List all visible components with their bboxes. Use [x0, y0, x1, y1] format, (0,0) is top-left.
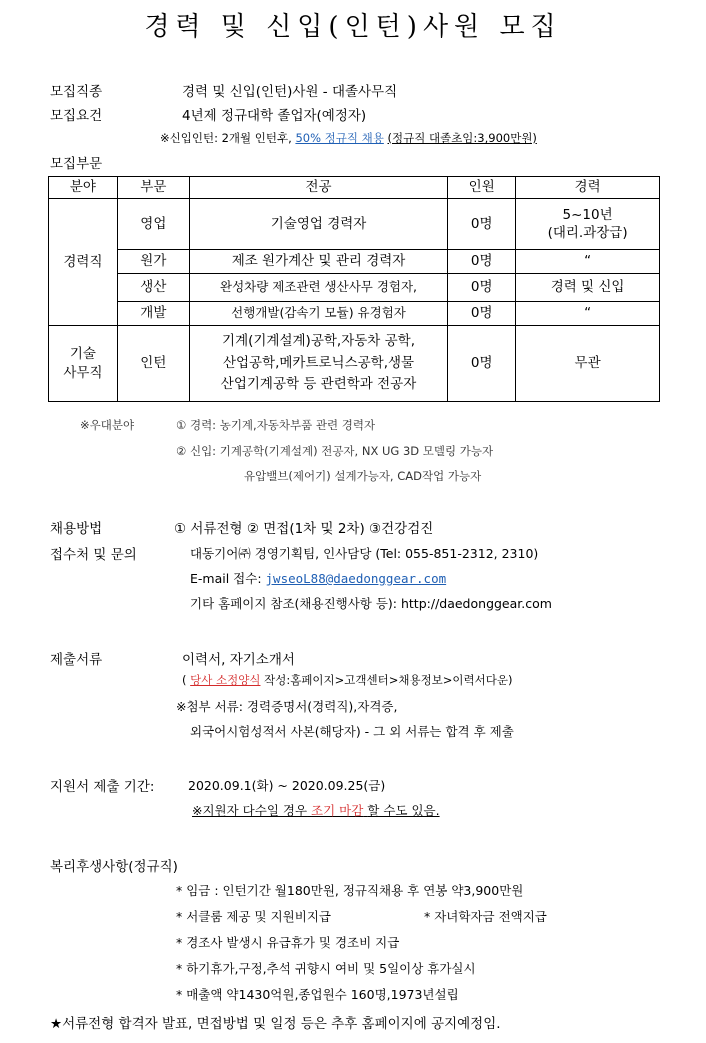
period-note: [192, 801, 440, 819]
homepage-line: 기타 홈페이지 참조(채용진행사항 등): http://daedonggear.com: [190, 596, 552, 611]
career-cell: 무관: [516, 326, 660, 402]
hiring-label: 채용방법: [50, 521, 103, 537]
table-row: [49, 302, 660, 326]
recruit-table: [48, 176, 660, 402]
welfare-item: * 임금 : 인턴기간 월180만원, 정규직채용 후 연봉 약3,900만원: [176, 883, 524, 898]
email-prefix: E-mail 접수:: [190, 571, 262, 586]
major-line: 기계(기계설계)공학,자동차 공학,: [222, 333, 415, 350]
table-row: [49, 199, 660, 250]
dept-cell: 개발: [117, 302, 189, 326]
career-rank: (대리.과장급): [547, 225, 628, 241]
count-cell: 0명: [448, 302, 516, 326]
docs-extra: ※첨부 서류: 경력증명서(경력직),자격증,: [176, 699, 398, 714]
hiring-value: ① 서류전형 ② 면접(1차 및 2차) ③건강검진: [174, 521, 434, 537]
docs-note-rest: 작성:홈페이지>고객센터>채용정보>이력서다운): [264, 673, 513, 687]
requirement-value: 4년제 정규대학 졸업자(예정자): [182, 108, 367, 124]
career-years: 5~10년: [562, 206, 613, 223]
welfare-label: 복리후생사항(정규직): [50, 859, 178, 875]
preference-item: ① 경력: 농기계,자동차부품 관련 경력자: [176, 418, 376, 432]
early-close: 조기 마감: [311, 803, 364, 818]
group-tech-line1: 기술: [69, 346, 96, 363]
table-row: [49, 326, 660, 402]
docs-note-open: (: [182, 673, 187, 687]
table-header-row: [49, 177, 660, 199]
contact-line: 대동기어㈜ 경영기획팀, 인사담당 (Tel: 055-851-2312, 2310): [190, 546, 539, 561]
preference-item: ② 신입: 기계공학(기계설계) 전공자, NX UG 3D 모델링 가능자: [176, 444, 494, 458]
col-header-career: 경력: [516, 177, 660, 199]
footer-notice: ★서류전형 합격자 발표, 면접방법 및 일정 등은 추후 홈페이지에 공지예정임.: [50, 1016, 501, 1032]
group-tech-line2: 사무직: [63, 364, 103, 381]
col-header-major: 전공: [189, 177, 448, 199]
major-line: 산업공학,메카트로닉스공학,생물: [222, 354, 415, 371]
docs-value: 이력서, 자기소개서: [182, 652, 295, 668]
major-cell: 제조 원가계산 및 관리 경력자: [189, 250, 448, 274]
email-line: [190, 569, 446, 587]
dept-cell: 원가: [117, 250, 189, 274]
docs-note: [182, 672, 512, 688]
count-cell: 0명: [448, 326, 516, 402]
major-cell: 선행개발(감속기 모듈) 유경험자: [189, 302, 448, 326]
group-tech-office: [49, 326, 118, 402]
welfare-item: * 자녀학자금 전액지급: [424, 909, 547, 924]
email-link[interactable]: jwseoL88@daedonggear.com: [265, 571, 447, 586]
form-link[interactable]: 당사 소정양식: [190, 673, 261, 687]
contact-label: 접수처 및 문의: [50, 547, 137, 563]
welfare-item: * 하기휴가,구정,추석 귀향시 여비 및 5일이상 휴가실시: [176, 961, 476, 976]
docs-label: 제출서류: [50, 652, 103, 668]
table-row: [49, 274, 660, 302]
dept-cell: 생산: [117, 274, 189, 302]
requirement-label: 모집요건: [50, 108, 103, 124]
career-cell: “: [516, 250, 660, 274]
col-header-field: 분야: [49, 177, 118, 199]
dept-cell: 인턴: [117, 326, 189, 402]
count-cell: 0명: [448, 250, 516, 274]
position-label: 모집직종: [50, 84, 103, 100]
welfare-item: * 매출액 약1430억원,종업원수 160명,1973년설립: [176, 987, 459, 1002]
period-value: 2020.09.1(화) ~ 2020.09.25(금): [188, 778, 386, 793]
welfare-item: * 서클룸 제공 및 지원비지급: [176, 909, 331, 924]
salary-note: (정규직 대졸초임:3,900만원): [387, 131, 537, 145]
col-header-count: 인원: [448, 177, 516, 199]
major-cell: 기술영업 경력자: [189, 199, 448, 250]
career-cell: “: [516, 302, 660, 326]
major-cell: 완성차량 제조관련 생산사무 경험자,: [189, 274, 448, 302]
preference-label: ※우대분야: [80, 418, 135, 432]
table-row: [49, 250, 660, 274]
intern-note-prefix: ※신입인턴: 2개월 인턴후,: [160, 131, 292, 145]
career-cell: [516, 199, 660, 250]
dept-label: 모집부문: [50, 156, 103, 172]
dept-cell: 영업: [117, 199, 189, 250]
period-note-prefix: ※지원자 다수일 경우: [192, 803, 308, 818]
major-line: 산업기계공학 등 관련학과 전공자: [220, 376, 417, 393]
group-experienced: 경력직: [49, 199, 118, 326]
preference-item: 유압밸브(제어기) 설계가능자, CAD작업 가능자: [244, 469, 482, 483]
major-cell: [189, 326, 448, 402]
welfare-item: * 경조사 발생시 유급휴가 및 경조비 지급: [176, 935, 400, 950]
position-value: 경력 및 신입(인턴)사원 - 대졸사무직: [182, 84, 398, 100]
period-note-suffix: 할 수도 있음.: [367, 803, 440, 818]
count-cell: 0명: [448, 199, 516, 250]
page-title: 경력 및 신입(인턴)사원 모집: [144, 12, 562, 42]
period-label: 지원서 제출 기간:: [50, 779, 155, 795]
col-header-dept: 부문: [117, 177, 189, 199]
fulltime-link[interactable]: 50% 정규직 채용: [295, 131, 384, 145]
intern-note: [160, 130, 537, 146]
career-cell: 경력 및 신입: [516, 274, 660, 302]
count-cell: 0명: [448, 274, 516, 302]
docs-extra: 외국어시험성적서 사본(해당자) - 그 외 서류는 합격 후 제출: [190, 724, 514, 739]
